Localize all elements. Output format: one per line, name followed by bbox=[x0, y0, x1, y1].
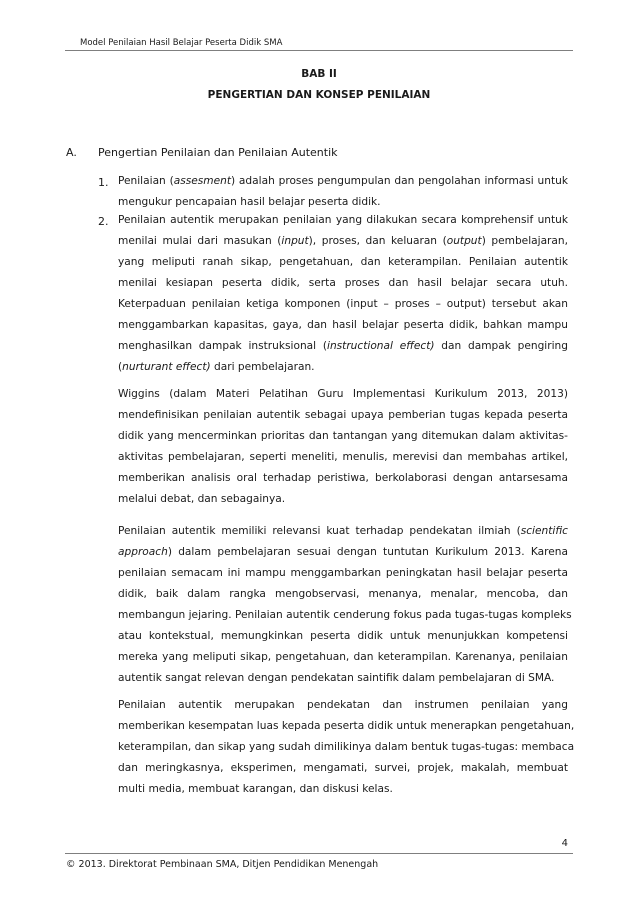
text-line: menilai mulai dari masukan (input), proses, dan keluaran (output) pembelajaran, bbox=[118, 235, 568, 247]
text-line: autentik sangat relevan dengan pendekatan saintifik dalam pembelajaran di SMA. bbox=[118, 672, 555, 684]
paragraph-approach bbox=[118, 695, 575, 800]
text-line: mengukur pencapaian hasil belajar peserta didik. bbox=[118, 196, 381, 208]
text-line: memberikan kesempatan luas kepada peserta didik untuk menerapkan pengetahuan, bbox=[118, 720, 575, 732]
italic-term: approach bbox=[118, 546, 168, 558]
text-line: keterampilan, dan sikap yang sudah dimilikinya dalam bentuk tugas-tugas: membaca bbox=[118, 741, 575, 753]
text-line: menilai kesiapan peserta didik, serta proses dan hasil belajar secara utuh. bbox=[118, 277, 568, 289]
text-line: mereka yang meliputi sikap, pengetahuan, dan keterampilan. Karenanya, penilaian bbox=[118, 651, 568, 663]
text-line: memberikan analisis oral terhadap peristiwa, berkolaborasi dengan antarsesama bbox=[118, 472, 568, 484]
italic-term: scientific bbox=[520, 525, 568, 537]
footer-rule bbox=[65, 853, 573, 854]
text-line: Wiggins (dalam Materi Pelatihan Guru Implementasi Kurikulum 2013, 2013) bbox=[118, 388, 568, 400]
italic-term: output bbox=[446, 235, 482, 247]
item-number: 1. bbox=[98, 176, 109, 189]
italic-term: input bbox=[281, 235, 309, 247]
text-line: mendefinisikan penilaian autentik sebagai upaya pemberian tugas kepada peserta bbox=[118, 409, 568, 421]
list-item-2 bbox=[118, 210, 568, 378]
italic-term: instructional effect) bbox=[327, 340, 435, 352]
item-number: 2. bbox=[98, 215, 109, 228]
section-letter: A. bbox=[66, 146, 77, 159]
header-rule bbox=[65, 50, 573, 51]
copyright-footer: © 2013. Direktorat Pembinaan SMA, Ditjen Pendidikan Menengah bbox=[66, 859, 379, 870]
text-line: yang meliputi ranah sikap, pengetahuan, dan keterampilan. Penilaian autentik bbox=[118, 256, 568, 268]
text-line: menggambarkan kapasitas, gaya, dan hasil belajar peserta didik, bahkan mampu bbox=[118, 319, 568, 331]
text-line: menghasilkan dampak instruksional (instructional effect) dan dampak pengiring bbox=[118, 340, 568, 352]
text-line: Penilaian (assesment) adalah proses pengumpulan dan pengolahan informasi untuk bbox=[118, 175, 568, 187]
page-number: 4 bbox=[561, 838, 568, 849]
text-line: membangun jejaring. Penilaian autentik cenderung fokus pada tugas-tugas kompleks bbox=[118, 609, 572, 621]
text-line: Penilaian autentik merupakan penilaian yang dilakukan secara komprehensif untuk bbox=[118, 214, 568, 226]
text-line: didik yang mencerminkan prioritas dan tantangan yang ditemukan dalam aktivitas- bbox=[118, 430, 568, 442]
text-line: multi media, membuat karangan, dan diskusi kelas. bbox=[118, 783, 393, 795]
text-line: aktivitas pembelajaran, seperti meneliti, menulis, merevisi dan membahas artikel, bbox=[118, 451, 568, 463]
chapter-number: BAB II bbox=[301, 68, 337, 80]
text-line: didik, baik dalam rangka mengobservasi, menanya, menalar, mencoba, dan bbox=[118, 588, 568, 600]
text-line: Keterpaduan penilaian ketiga komponen (input – proses – output) tersebut akan bbox=[118, 298, 568, 310]
italic-term: nurturant effect) bbox=[122, 361, 211, 373]
text-line: atau kontekstual, memungkinkan peserta didik untuk menunjukkan kompetensi bbox=[118, 630, 568, 642]
section-title: Pengertian Penilaian dan Penilaian Autentik bbox=[98, 146, 338, 159]
text-line: (nurturant effect) dari pembelajaran. bbox=[118, 361, 315, 373]
text-line: approach) dalam pembelajaran sesuai dengan tuntutan Kurikulum 2013. Karena bbox=[118, 546, 568, 558]
italic-term: assesment bbox=[173, 175, 231, 187]
chapter-title: PENGERTIAN DAN KONSEP PENILAIAN bbox=[207, 89, 431, 101]
text-line: melalui debat, dan sebagainya. bbox=[118, 493, 286, 505]
paragraph-wiggins bbox=[118, 384, 568, 510]
text-line: Penilaian autentik merupakan pendekatan dan instrumen penilaian yang bbox=[118, 699, 568, 711]
text-line: dan meringkasnya, eksperimen, mengamati, survei, projek, makalah, membuat bbox=[118, 762, 568, 774]
text-line: penilaian semacam ini mampu menggambarkan peningkatan hasil belajar peserta bbox=[118, 567, 568, 579]
running-header: Model Penilaian Hasil Belajar Peserta Didik SMA bbox=[80, 38, 283, 48]
list-item-1 bbox=[118, 171, 568, 213]
paragraph-relevance bbox=[118, 521, 572, 689]
text-line: Penilaian autentik memiliki relevansi kuat terhadap pendekatan ilmiah (scientific bbox=[118, 525, 568, 537]
